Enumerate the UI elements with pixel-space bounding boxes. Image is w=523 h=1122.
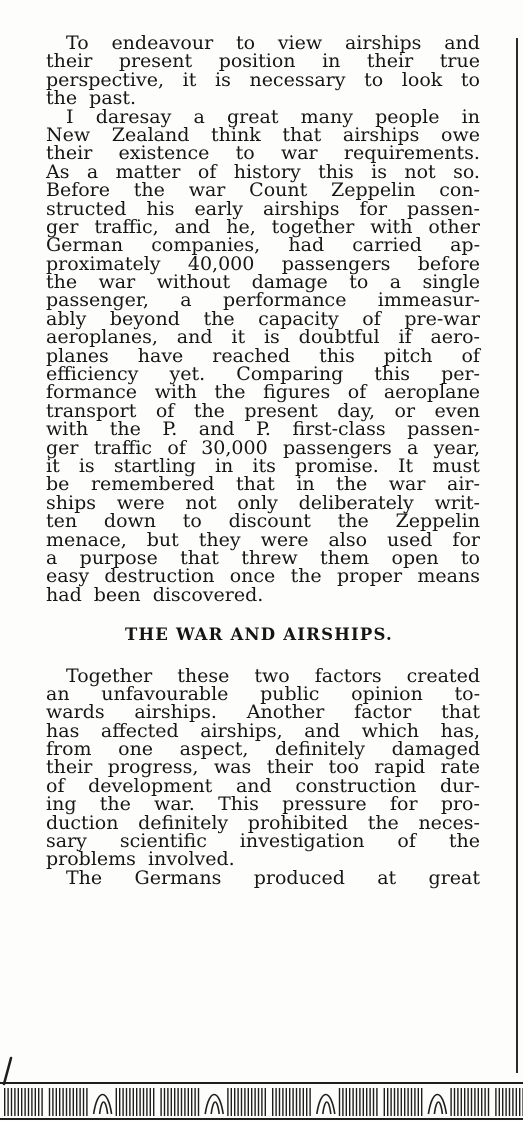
text-line: ing the war. This pressure for pro- <box>46 793 480 816</box>
article-column <box>46 34 480 887</box>
text-line: German companies, had carried ap- <box>46 234 480 257</box>
text-line: the war without damage to a single <box>46 271 480 294</box>
text-line: ger traffic of 30,000 passengers a year, <box>46 436 480 459</box>
text-line: a purpose that threw them open to <box>46 546 480 569</box>
text-line: menace, but they were also used for <box>46 528 480 551</box>
text-line: with the P. and P. first-class passen- <box>46 418 480 441</box>
text-line: efficiency yet. Comparing this per- <box>46 363 480 386</box>
text-line: their progress, was their too rapid rate <box>46 756 480 779</box>
text-line: wards airships. Another factor that <box>46 701 480 724</box>
text-line: The Germans produced at great <box>66 866 480 889</box>
text-line: formance with the figures of aeroplane <box>46 381 480 404</box>
text-line: structed his early airships for passen- <box>46 197 480 220</box>
text-line: Together these two factors created <box>66 664 480 687</box>
text-line: Before the war Count Zeppelin con- <box>46 179 480 202</box>
paragraph-3 <box>46 664 480 871</box>
text-line: the past. <box>46 87 137 110</box>
text-line: proximately 40,000 passengers before <box>46 252 480 275</box>
text-line: had been discovered. <box>46 583 264 606</box>
section-heading: THE WAR AND AIRSHIPS. <box>125 625 393 645</box>
text-line: their existence to war requirements. <box>46 142 480 165</box>
paragraph-4 <box>46 866 480 889</box>
text-line: it is startling in its promise. It must <box>46 454 480 477</box>
text-line: As a matter of history this is not so. <box>46 160 480 183</box>
text-line: aeroplanes, and it is doubtful if aero- <box>46 326 480 349</box>
paragraph-2 <box>46 105 480 606</box>
column-rule <box>516 38 518 1073</box>
text-line: problems involved. <box>46 848 235 871</box>
text-line: transport of the present day, or even <box>46 399 480 422</box>
text-line: easy destruction once the proper means <box>46 565 480 588</box>
text-line: ships were not only deliberately writ- <box>46 491 480 514</box>
text-line: from one aspect, definitely damaged <box>46 738 480 761</box>
text-line: planes have reached this pitch of <box>46 344 480 367</box>
text-line: their present position in their true <box>46 50 480 73</box>
text-line: sary scientific investigation of the <box>46 830 480 853</box>
text-line: of development and construction dur- <box>46 774 480 797</box>
text-line: ger traffic, and he, together with other <box>46 215 480 238</box>
text-line: To endeavour to view airships and <box>66 32 480 54</box>
text-line: be remembered that in the war air- <box>46 473 480 496</box>
paragraph-1 <box>46 34 480 108</box>
text-line: I daresay a great many people in <box>66 105 480 128</box>
text-line: an unfavourable public opinion to- <box>46 682 480 705</box>
text-line: duction definitely prohibited the neces- <box>46 811 480 834</box>
text-line: passenger, a performance immeasur- <box>46 289 480 312</box>
text-line: perspective, it is necessary to look to <box>46 68 480 91</box>
ornamental-border <box>0 1074 523 1122</box>
text-line: ten down to discount the Zeppelin <box>46 510 480 533</box>
text-line: has affected airships, and which has, <box>46 719 480 742</box>
text-line: New Zealand think that airships owe <box>46 123 480 146</box>
text-line: ably beyond the capacity of pre-war <box>46 307 480 330</box>
